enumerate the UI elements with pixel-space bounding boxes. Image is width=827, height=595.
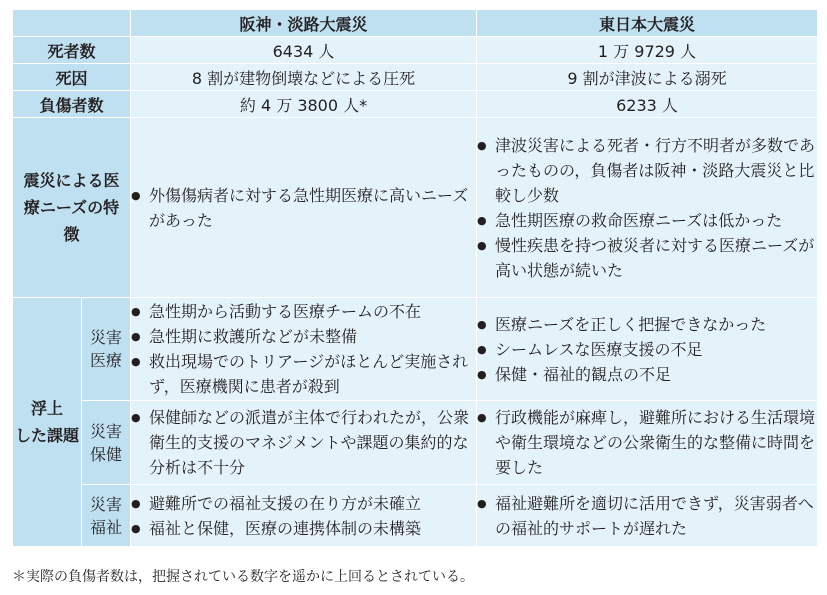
- label-health-line1: 災害: [89, 421, 122, 441]
- bullet-text: 福祉避難所を適切に活用できず，災害弱者への福祉的サポートが遅れた: [495, 493, 814, 538]
- deaths-hanshin: 6434 人: [131, 37, 477, 64]
- bullet-text: 急性期に救護所などが未整備: [149, 327, 358, 346]
- row-issue-welfare: [13, 485, 818, 547]
- bullet-icon: ●: [131, 305, 141, 318]
- row-needs: [13, 118, 818, 298]
- bullet-item: [131, 324, 476, 349]
- bullet-text: 医療ニーズを正しく把握できなかった: [495, 314, 767, 334]
- bullet-icon: ●: [477, 317, 487, 331]
- medical-hanshin: [131, 298, 477, 401]
- bullet-item: [131, 491, 476, 516]
- header-hanshin: 阪神・淡路大震災: [131, 10, 477, 37]
- bullet-icon: ●: [131, 330, 141, 343]
- row-cause: [13, 64, 818, 91]
- bullet-item: [477, 405, 817, 480]
- bullet-item: [131, 405, 476, 480]
- bullet-text: 急性期医療の救命医療ニーズは低かった: [495, 210, 783, 230]
- comparison-table: [12, 9, 818, 547]
- deaths-tohoku: 1 万 9729 人: [477, 37, 818, 64]
- bullet-icon: ●: [131, 411, 141, 424]
- row-deaths: [13, 37, 818, 64]
- bullet-icon: ●: [477, 411, 487, 424]
- label-medical-line2: 医療: [89, 351, 122, 370]
- bullet-text: 急性期から活動する医療チームの不在: [149, 302, 422, 321]
- bullet-icon: ●: [477, 367, 487, 381]
- welfare-hanshin: [131, 485, 477, 547]
- bullet-text: 保健・福祉的観点の不足: [495, 364, 672, 384]
- cause-tohoku: 9 割が津波による溺死: [477, 64, 818, 91]
- bullet-item: [131, 516, 476, 541]
- footnote: ＊実際の負傷者数は，把握されている数字を遥かに上回るとされている。: [12, 569, 474, 585]
- bullet-text: 保健師などの派遣が主体で行われたが，公衆衛生的支援のマネジメントや課題の集約的な分析は不十分: [149, 408, 470, 477]
- label-needs: [13, 118, 131, 298]
- bullet-item: [131, 299, 476, 324]
- label-health-line2: 保健: [89, 444, 122, 464]
- bullet-text: 津波災害による死者・行方不明者が多数であったものの，負傷者は阪神・淡路大震災と比較し少数: [495, 135, 816, 205]
- bullet-item: [477, 233, 817, 283]
- medical-tohoku: [477, 298, 818, 401]
- bullet-text: 福祉と保健，医療の連携体制の未構築: [149, 518, 422, 538]
- label-issues: [13, 298, 82, 547]
- label-injured: 負傷者数: [13, 91, 131, 118]
- label-welfare-line2: 福祉: [89, 517, 122, 537]
- bullet-text: 行政機能が麻痺し，避難所における生活環境や衛生環境などの公衆衛生的な整備に時間を要した: [495, 408, 816, 477]
- header-corner: [13, 10, 131, 37]
- row-issue-medical: [13, 298, 818, 401]
- header-tohoku: 東日本大震災: [477, 10, 818, 37]
- bullet-item: [131, 349, 476, 399]
- bullet-icon: ●: [131, 496, 141, 510]
- bullet-text: 外傷傷病者に対する急性期医療に高いニーズがあった: [149, 185, 469, 230]
- bullet-item: [477, 362, 817, 387]
- bullet-item: [477, 491, 817, 541]
- cause-hanshin: 8 割が建物倒壊などによる圧死: [131, 64, 477, 91]
- health-tohoku: [477, 401, 818, 485]
- header-row: [13, 10, 818, 37]
- row-issue-health: [13, 401, 818, 485]
- label-medical-line1: 災害: [89, 328, 122, 347]
- label-health: [82, 401, 131, 485]
- row-injured: [13, 91, 818, 118]
- label-welfare: [82, 485, 131, 547]
- label-issues-line2: した課題: [14, 426, 79, 445]
- bullet-icon: ●: [131, 188, 141, 202]
- bullet-text: 避難所での福祉支援の在り方が未確立: [149, 493, 422, 513]
- label-cause: 死因: [13, 64, 131, 91]
- bullet-icon: ●: [131, 521, 141, 535]
- label-issues-line1: 浮上: [30, 399, 63, 418]
- health-hanshin: [131, 401, 477, 485]
- bullet-icon: ●: [477, 238, 487, 252]
- bullet-icon: ●: [477, 213, 487, 227]
- bullet-item: [477, 337, 817, 362]
- bullet-text: 救出現場でのトリアージがほとんど実施されず，医療機関に患者が殺到: [149, 352, 469, 396]
- bullet-icon: ●: [131, 355, 141, 368]
- needs-hanshin: [131, 118, 477, 298]
- bullet-item: [477, 133, 817, 208]
- bullet-item: [131, 183, 476, 233]
- label-needs-text: 震災による医療ニーズの特徴: [23, 171, 120, 244]
- bullet-icon: ●: [477, 342, 487, 356]
- bullet-text: シームレスな医療支援の不足: [495, 339, 703, 359]
- injured-tohoku: 6233 人: [477, 91, 818, 118]
- bullet-item: [477, 208, 817, 233]
- needs-tohoku: [477, 118, 818, 298]
- label-welfare-line1: 災害: [89, 494, 122, 514]
- injured-hanshin: 約 4 万 3800 人*: [131, 91, 477, 118]
- bullet-icon: ●: [477, 138, 487, 152]
- label-deaths: 死者数: [13, 37, 131, 64]
- bullet-item: [477, 312, 817, 337]
- bullet-text: 慢性疾患を持つ被災者に対する医療ニーズが高い状態が続いた: [495, 235, 815, 280]
- welfare-tohoku: [477, 485, 818, 547]
- label-medical: [82, 298, 131, 401]
- bullet-icon: ●: [477, 496, 487, 510]
